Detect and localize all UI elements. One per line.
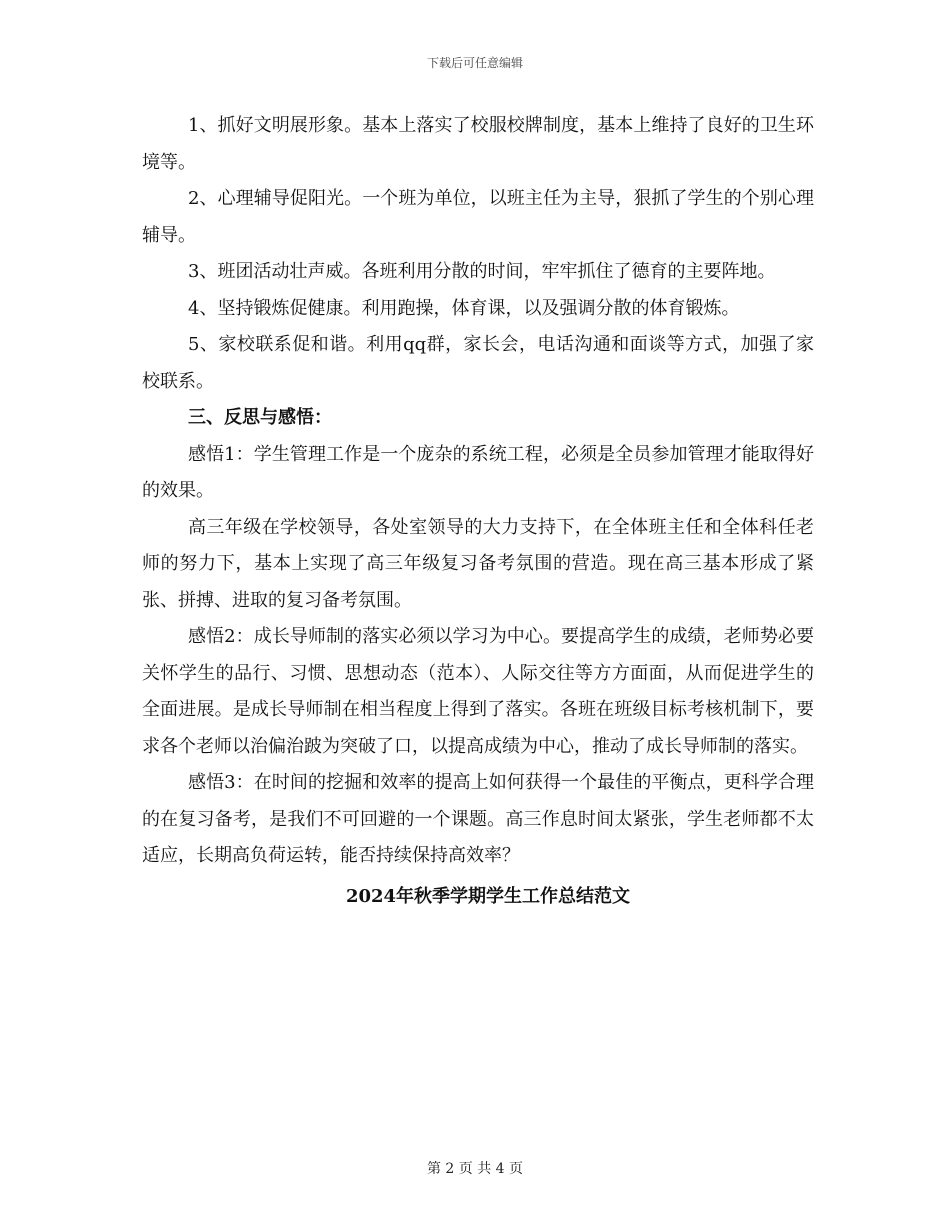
paragraph-item-3: 3、班团活动壮声威。各班利用分散的时间，牢牢抓住了德育的主要阵地。 (188, 261, 776, 282)
section-heading-reflection: 三、反思与感悟： (188, 407, 332, 428)
paragraph-item-5: 5、家校联系促和谐。利用qq群，家长会，电话沟通和面谈等方式，加强了家校联系。 (142, 334, 814, 392)
paragraph-item-4: 4、坚持锻炼促健康。利用跑操，体育课，以及强调分散的体育锻炼。 (188, 297, 740, 319)
page-header-note: 下载后可任意编辑 (426, 56, 523, 70)
reflection-paragraph-4: 感悟3：在时间的挖掘和效率的提高上如何获得一个最佳的平衡点，更科学合理的在复习备考，是我们不可回避的一个课题。高三作息时间太紧张，学生老师都不太适应，长期高负荷运转，能否持续保持高效率？ (142, 772, 814, 866)
document-body (142, 108, 814, 915)
reflection-paragraph-2: 高三年级在学校领导，各处室领导的大力支持下，在全体班主任和全体科任老师的努力下，基本上实现了高三年级复习备考氛围的营造。现在高三基本形成了紧张、拼搏、进取的复习备考氛围。 (142, 516, 814, 611)
document-section-title: 2024年秋季学期学生工作总结范文 (345, 885, 631, 907)
paragraph-item-2: 2、心理辅导促阳光。一个班为单位，以班主任为主导，狠抓了学生的个别心理辅导。 (142, 188, 814, 246)
reflection-paragraph-1: 感悟1：学生管理工作是一个庞杂的系统工程，必须是全员参加管理才能取得好的效果。 (142, 443, 814, 501)
reflection-paragraph-3: 感悟2：成长导师制的落实必须以学习为中心。要提高学生的成绩，老师势必要关怀学生的品行、习惯、思想动态（范本）、人际交往等方方面面，从而促进学生的全面进展。是成长导师制在相当程度上得到了落实。各班在班级目标考核机制下，要求各个老师以治偏治跛为突破了口，以提高成绩为中心，推动了成长导师制的落实。 (142, 626, 814, 757)
page-number-footer: 第 2 页 共 4 页 (426, 1161, 524, 1177)
paragraph-item-1: 1、抓好文明展形象。基本上落实了校服校牌制度，基本上维持了良好的卫生环境等。 (142, 115, 814, 173)
